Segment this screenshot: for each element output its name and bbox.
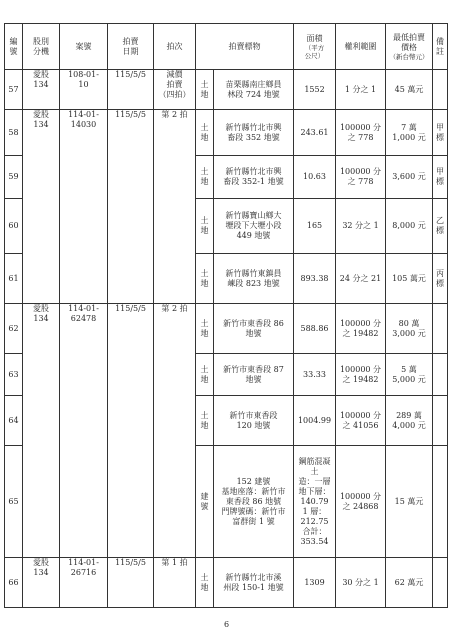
object-kind: 土 地 xyxy=(196,199,214,254)
header-area-unit: （平方 公尺） xyxy=(304,43,325,60)
object-description: 新竹縣竹北市溪 州段 150-1 地號 xyxy=(214,558,294,608)
header-price-label: 最低拍賣 價格 xyxy=(393,32,425,52)
area-value: 33.33 xyxy=(294,354,336,396)
header-area-label: 面積 xyxy=(306,33,323,43)
note-cell: 甲標 xyxy=(433,156,448,199)
min-price: 289 萬 4,000 元 xyxy=(386,396,433,446)
table-row xyxy=(5,558,448,608)
rights-range: 100000 分 之 778 xyxy=(336,156,386,199)
auction-round: 第 2 拍 xyxy=(154,110,196,304)
min-price: 105 萬元 xyxy=(386,254,433,304)
table-body xyxy=(5,70,448,608)
area-value: 165 xyxy=(294,199,336,254)
rights-range: 30 分之 1 xyxy=(336,558,386,608)
header-note: 備註 xyxy=(433,24,448,70)
table-row xyxy=(5,110,448,156)
auction-date: 115/5/5 xyxy=(108,558,154,608)
header-no: 編 號 xyxy=(5,24,23,70)
rights-range: 100000 分 之 41056 xyxy=(336,396,386,446)
note-cell: 丙標 xyxy=(433,254,448,304)
auction-date: 115/5/5 xyxy=(108,304,154,558)
header-round: 拍次 xyxy=(154,24,196,70)
header-object: 拍賣標物 xyxy=(196,24,294,70)
rights-range: 100000 分 之 24868 xyxy=(336,446,386,558)
min-price: 7 萬 1,000 元 xyxy=(386,110,433,156)
min-price: 3,600 元 xyxy=(386,156,433,199)
auction-round: 減價 拍賣 （四拍） xyxy=(154,70,196,110)
header-row xyxy=(5,24,448,70)
header-date: 拍賣 日期 xyxy=(108,24,154,70)
rights-range: 100000 分 之 19482 xyxy=(336,304,386,354)
note-cell xyxy=(433,446,448,558)
object-kind: 土 地 xyxy=(196,396,214,446)
row-number: 66 xyxy=(5,558,23,608)
page-number: 6 xyxy=(223,620,230,629)
object-kind: 土 地 xyxy=(196,110,214,156)
row-number: 57 xyxy=(5,70,23,110)
min-price: 5 萬 5,000 元 xyxy=(386,354,433,396)
min-price: 15 萬元 xyxy=(386,446,433,558)
object-kind: 土 地 xyxy=(196,304,214,354)
area-value: 243.61 xyxy=(294,110,336,156)
area-value: 1004.99 xyxy=(294,396,336,446)
case-number: 108-01- 10 xyxy=(60,70,108,110)
object-kind: 土 地 xyxy=(196,354,214,396)
note-cell xyxy=(433,304,448,354)
object-kind: 土 地 xyxy=(196,156,214,199)
row-number: 59 xyxy=(5,156,23,199)
area-value: 1552 xyxy=(294,70,336,110)
row-number: 60 xyxy=(5,199,23,254)
object-kind: 土 地 xyxy=(196,558,214,608)
area-value: 588.86 xyxy=(294,304,336,354)
table-row xyxy=(5,70,448,110)
object-kind: 建 號 xyxy=(196,446,214,558)
min-price: 80 萬 3,000 元 xyxy=(386,304,433,354)
min-price: 8,000 元 xyxy=(386,199,433,254)
object-description: 新竹市東香段 87 地號 xyxy=(214,354,294,396)
object-description: 新竹市東香段 86 地號 xyxy=(214,304,294,354)
object-description: 新竹縣竹東鎮員 崠段 823 地號 xyxy=(214,254,294,304)
note-cell xyxy=(433,70,448,110)
auction-round: 第 2 拍 xyxy=(154,304,196,558)
area-value: 1309 xyxy=(294,558,336,608)
object-description: 新竹市東香段 120 地號 xyxy=(214,396,294,446)
table-row xyxy=(5,304,448,354)
header-unit: 股別 分機 xyxy=(23,24,60,70)
unit-cell: 愛股 134 xyxy=(23,110,60,304)
note-cell: 乙標 xyxy=(433,199,448,254)
object-kind: 土 地 xyxy=(196,254,214,304)
auction-date: 115/5/5 xyxy=(108,70,154,110)
header-case: 案號 xyxy=(60,24,108,70)
area-value: 鋼筋混凝土 造：一層 地下層： 140.79 1 層： 212.75 合計： 353.54 xyxy=(294,446,336,558)
unit-cell: 愛股 134 xyxy=(23,558,60,608)
object-description: 152 建號 基地座落：新竹市 東香段 86 地號 門牌號碼：新竹市 富群街 1 號 xyxy=(214,446,294,558)
note-cell xyxy=(433,396,448,446)
auction-round: 第 1 拍 xyxy=(154,558,196,608)
note-cell: 甲標 xyxy=(433,110,448,156)
area-value: 893.38 xyxy=(294,254,336,304)
min-price: 45 萬元 xyxy=(386,70,433,110)
row-number: 61 xyxy=(5,254,23,304)
case-number: 114-01- 26716 xyxy=(60,558,108,608)
note-cell xyxy=(433,558,448,608)
case-number: 114-01- 62478 xyxy=(60,304,108,558)
object-kind: 土 地 xyxy=(196,70,214,110)
row-number: 58 xyxy=(5,110,23,156)
row-number: 64 xyxy=(5,396,23,446)
object-description: 新竹縣寶山鄉大 壢段下大壢小段 449 地號 xyxy=(214,199,294,254)
rights-range: 1 分之 1 xyxy=(336,70,386,110)
rights-range: 24 分之 21 xyxy=(336,254,386,304)
case-number: 114-01- 14030 xyxy=(60,110,108,304)
row-number: 62 xyxy=(5,304,23,354)
object-description: 新竹縣竹北市興 畜段 352 地號 xyxy=(214,110,294,156)
row-number: 63 xyxy=(5,354,23,396)
unit-cell: 愛股 134 xyxy=(23,70,60,110)
auction-table xyxy=(4,23,448,608)
header-area xyxy=(294,24,336,70)
auction-date: 115/5/5 xyxy=(108,110,154,304)
note-cell xyxy=(433,354,448,396)
object-description: 苗栗縣南庄鄉員 林段 724 地號 xyxy=(214,70,294,110)
area-value: 10.63 xyxy=(294,156,336,199)
row-number: 65 xyxy=(5,446,23,558)
rights-range: 100000 分 之 19482 xyxy=(336,354,386,396)
unit-cell: 愛股 134 xyxy=(23,304,60,558)
rights-range: 32 分之 1 xyxy=(336,199,386,254)
header-price-unit: （新台幣元） xyxy=(389,52,429,61)
header-price xyxy=(386,24,433,70)
object-description: 新竹縣竹北市興 畜段 352-1 地號 xyxy=(214,156,294,199)
min-price: 62 萬元 xyxy=(386,558,433,608)
rights-range: 100000 分 之 778 xyxy=(336,110,386,156)
header-rights: 權利範圍 xyxy=(336,24,386,70)
